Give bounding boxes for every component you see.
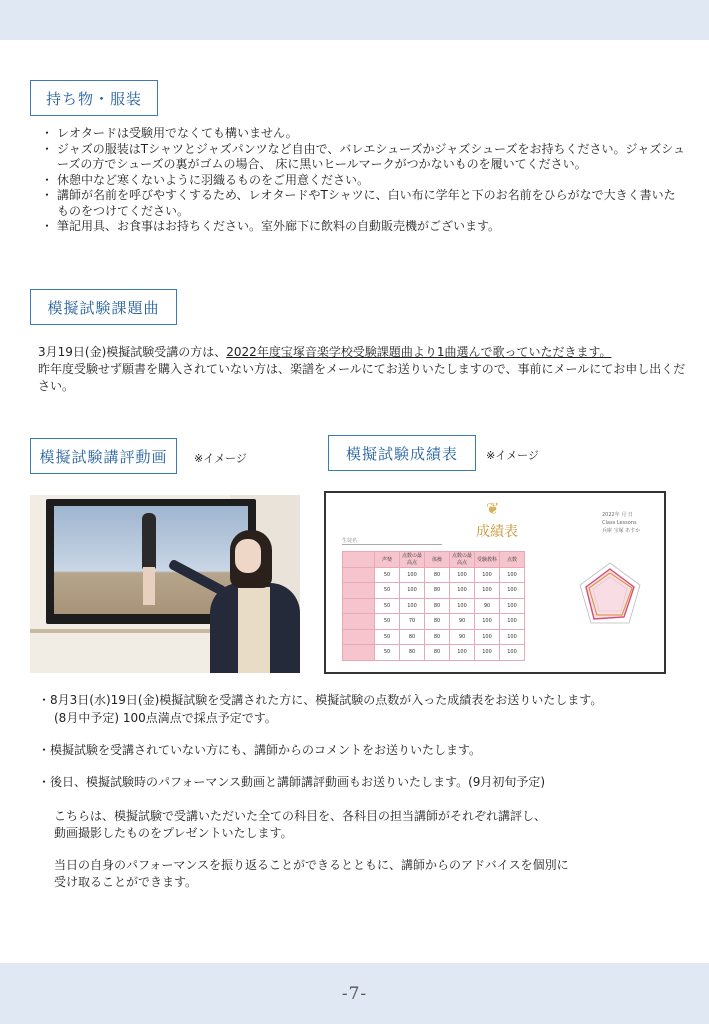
result-bullet-2 [38, 742, 698, 759]
table-row: 50 100 80 100 100 100 [343, 567, 525, 583]
scorecard-heading: 模擬試験成績表 [328, 435, 476, 471]
bullet-mark: ・ [38, 775, 51, 789]
table-row: 50 80 80 100 100 100 [343, 645, 525, 661]
explanation-1 [54, 808, 694, 842]
radar-chart-icon [572, 557, 648, 633]
table-row: 声楽 点数の最高点 体操 点数の最高点 受験教科 点数 [343, 552, 525, 568]
scorecard-image [324, 491, 666, 674]
song-text [38, 344, 688, 395]
result-bullet-1-sub: (8月中予定) 100点満点で採点予定です。 [54, 711, 277, 725]
score-table [342, 551, 525, 661]
explanation-1b: 動画撮影したものをプレゼントいたします。 [54, 826, 293, 840]
bullet-mark: ・ [38, 743, 51, 757]
result-b2: 模擬試験を受講されていない方にも、講師からのコメントをお送りいたします。 [50, 743, 482, 757]
bullet-mark: ・ [38, 693, 51, 707]
table-row: 50 100 80 100 100 100 [343, 583, 525, 599]
scorecard-title: 成績表 [476, 524, 518, 540]
result-bullet-3 [38, 774, 698, 791]
explanation-2 [54, 857, 694, 891]
result-b1: 8月3日(水)19日(金)模擬試験を受講された方に、模擬試験の点数が入った成績表をお送りいたします。 [50, 693, 603, 707]
page-number: -7- [341, 984, 368, 1004]
explanation-1a: こちらは、模擬試験で受講いただいた全ての科目を、各科目の担当講師がそれぞれ講評し、 [54, 809, 547, 823]
list-item: ・ ジャズの服装はTシャツとジャズパンツなど自由で、バレエシューズかジャズシューズをお持ちください。ジャズシューズの方でシューズの裏がゴムの場合、 床に黒いヒールマークがつかないものを履いてください。 [45, 142, 685, 173]
explanation-2b: 受け取ることができます。 [54, 875, 198, 889]
belongings-heading: 持ち物・服装 [30, 80, 158, 116]
belongings-list [45, 126, 685, 235]
song-line2: 昨年度受験せず願書を購入されていない方は、楽譜をメールにてお送りいたしますので、事前にメールにてお申し出ください。 [38, 362, 686, 393]
explanation-2a: 当日の自身のパフォーマンスを振り返ることができるとともに、講師からのアドバイスを個別に [54, 858, 569, 872]
scorecard-note: ※イメージ [486, 449, 539, 462]
result-bullet-1 [38, 692, 698, 709]
song-line1-underlined: 2022年度宝塚音楽学校受験課題曲より1曲選んで歌っていただきます。 [226, 345, 612, 359]
result-b3: 後日、模擬試験時のパフォーマンス動画と講師講評動画もお送りいたします。(9月初旬予定) [50, 775, 546, 789]
list-item: ・ レオタードは受験用でなくても構いません。 [45, 126, 685, 142]
scorecard-meta: 2022年 月 日 Class Lessons 兵庫 宝塚 あすか [602, 512, 641, 534]
emblem-icon: ❦ [486, 499, 500, 518]
list-item: ・ 筆記用具、お食事はお持ちください。室外廊下に飲料の自動販売機がございます。 [45, 219, 685, 235]
list-item: ・ 休憩中など寒くないように羽織るものをご用意ください。 [45, 173, 685, 189]
song-heading: 模擬試験課題曲 [30, 289, 177, 325]
table-row: 50 100 80 100 90 100 [343, 598, 525, 614]
lesson-video-image [30, 495, 300, 673]
table-row: 50 80 80 90 100 100 [343, 629, 525, 645]
list-item: ・ 講師が名前を呼びやすくするため、レオタードやTシャツに、白い布に学年と下のお名前をひらがなで大きく書いたものをつけてください。 [45, 188, 685, 219]
video-note: ※イメージ [194, 452, 247, 465]
top-band [0, 0, 709, 40]
song-line1-prefix: 3月19日(金)模擬試験受講の方は、 [38, 345, 227, 359]
dancer-figure [142, 513, 156, 569]
video-heading: 模擬試験講評動画 [30, 438, 177, 474]
student-name-label: 生徒名 [342, 537, 442, 545]
table-row: 50 70 80 90 100 100 [343, 614, 525, 630]
